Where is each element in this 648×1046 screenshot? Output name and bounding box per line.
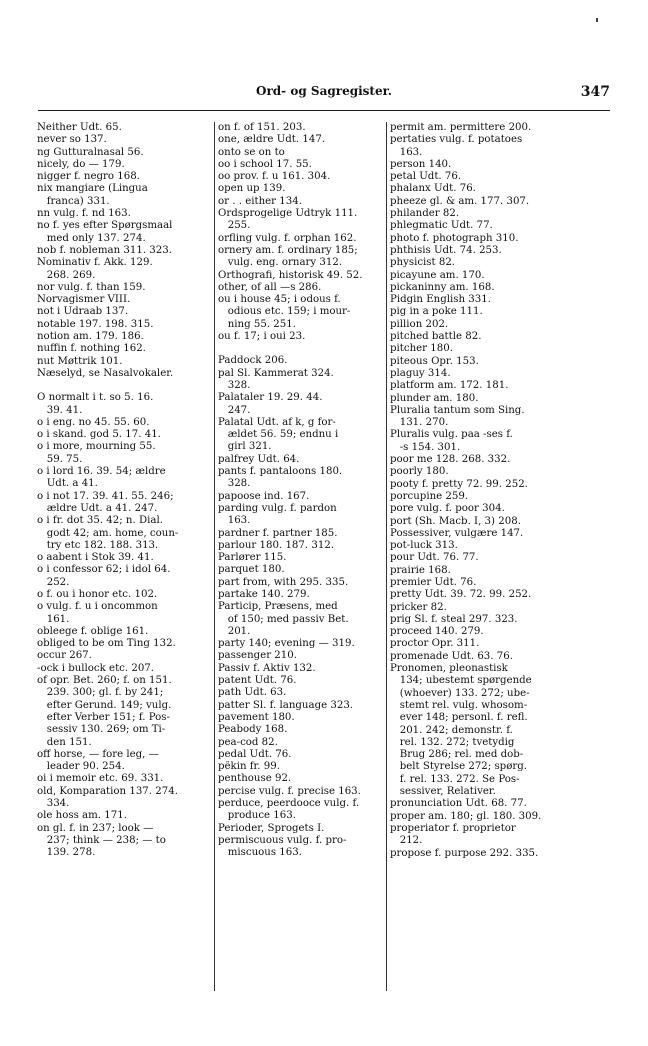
index-entry-line: 328. <box>218 379 251 391</box>
index-entry-line: path Udt. 63. <box>218 687 287 699</box>
index-entry-line: 247. <box>218 404 251 416</box>
index-entry-line: o i skand. god 5. 17. 41. <box>37 429 161 441</box>
index-entry-line: parlour 180. 187. 312. <box>218 539 335 551</box>
index-entry-line: miscuous 163. <box>218 847 302 859</box>
index-entry-line: 131. 270. <box>390 417 449 429</box>
index-entry-line: philander 82. <box>390 208 460 220</box>
index-entry-line: ning 55. 251. <box>218 318 296 330</box>
index-entry-line: 252. <box>37 576 70 588</box>
index-entry-line: godt 42; am. home, coun- <box>37 527 179 539</box>
index-entry-line: oo prov. f. u 161. 304. <box>218 171 331 183</box>
index-entry-line: nob f. nobleman 311. 323. <box>37 244 172 256</box>
index-entry-line: pêkin fr. 99. <box>218 761 280 773</box>
index-entry-line: on f. of 151. 203. <box>218 122 306 133</box>
index-entry-line: propose f. purpose 292. 335. <box>390 847 539 859</box>
index-entry-line: proceed 140. 279. <box>390 626 484 638</box>
index-entry-line: obleege f. oblige 161. <box>37 625 149 637</box>
index-entry-line: 201. <box>218 625 251 637</box>
index-entry-line: palfrey Udt. 64. <box>218 453 300 465</box>
index-entry-line: old, Komparation 137. 274. <box>37 785 178 797</box>
index-entry-line: person 140. <box>390 158 452 170</box>
index-entry-line: efter Gerund. 149; vulg. <box>37 699 172 711</box>
section-gap <box>218 343 385 355</box>
index-entry-line: ever 148; personl. f. refl. <box>390 712 528 724</box>
index-entry-line: o i fr. dot 35. 42; n. Dial. <box>37 515 163 527</box>
index-entry-line: Peabody 168. <box>218 724 288 736</box>
index-entry-line: 59. 75. <box>37 453 83 465</box>
index-entry-line: Parlører 115. <box>218 552 287 564</box>
index-entry-line: or . . either 134. <box>218 195 302 207</box>
header-rule <box>38 110 610 111</box>
index-entry-line: phalanx Udt. 76. <box>390 183 476 195</box>
index-entry-line: notable 197. 198. 315. <box>37 318 154 330</box>
index-entry-line: nut Møttrik 101. <box>37 355 123 367</box>
index-column-middle <box>214 122 385 991</box>
index-entry-line: papoose ind. 167. <box>218 490 310 502</box>
index-column-left <box>37 122 207 991</box>
index-entry-line: onto se on to <box>218 146 285 158</box>
index-entry-line: of opr. Bet. 260; f. on 151. <box>37 675 172 687</box>
index-entry-line: f. rel. 133. 272. Se Pos- <box>390 773 520 785</box>
index-entry-line: 268. 269. <box>37 269 96 281</box>
index-entry-line: 328. <box>218 478 251 490</box>
index-entry-line: 39. 41. <box>37 404 83 416</box>
index-entry-line: Pluralia tantum som Sing. <box>390 404 525 416</box>
index-entry-line: poorly 180. <box>390 466 449 478</box>
index-entry-line: Particip, Præsens, med <box>218 601 338 613</box>
index-entry-line: on gl. f. in 237; look — <box>37 822 154 834</box>
index-entry-line: parding vulg. f. pardon <box>218 502 337 514</box>
index-entry-line: pore vulg. f. poor 304. <box>390 503 505 515</box>
index-entry-line: Palatal Udt. af k, g for- <box>218 416 336 428</box>
index-entry-line: nn vulg. f. nd 163. <box>37 208 131 220</box>
index-entry-line: Pluralis vulg. paa -ses f. <box>390 429 513 441</box>
index-entry-line: promenade Udt. 63. 76. <box>390 650 513 662</box>
index-entry-line: pheeze gl. & am. 177. 307. <box>390 195 530 207</box>
index-entry-line: oi i memoir etc. 69. 331. <box>37 773 164 785</box>
index-entry-line: pertaties vulg. f. potatoes <box>390 134 523 146</box>
index-entry-line: plaguy 314. <box>390 367 451 379</box>
index-entry-line: prig Sl. f. steal 297. 323. <box>390 613 518 625</box>
page-header <box>38 84 610 106</box>
index-entry-line: rel. 132. 272; tvetydig <box>390 736 515 748</box>
index-entry-line: pretty Udt. 39. 72. 99. 252. <box>390 589 532 601</box>
index-entry-line: port (Sh. Macb. I, 3) 208. <box>390 515 521 527</box>
index-entry-line: nix mangiare (Lingua <box>37 183 148 195</box>
index-entry-line: Norvagismer VIII. <box>37 294 131 306</box>
index-entry-line: pedal Udt. 76. <box>218 748 292 760</box>
index-entry-line: ou i house 45; i odous f. <box>218 294 341 306</box>
index-entry-line: phthisis Udt. 74. 253. <box>390 244 502 256</box>
index-entry-line: efter Verber 151; f. Pos- <box>37 711 170 723</box>
index-entry-line: partake 140. 279. <box>218 588 310 600</box>
index-entry-line: open up 139. <box>218 183 286 195</box>
index-entry-line: 163. <box>218 515 251 527</box>
page-number: 347 <box>580 84 610 100</box>
index-entry-line: Possessiver, vulgære 147. <box>390 527 524 539</box>
index-entry-line: phlegmatic Udt. 77. <box>390 220 493 232</box>
index-entry-line: Paddock 206. <box>218 355 288 367</box>
index-entry-line: girl 321. <box>218 441 272 453</box>
index-entry-line: 134; ubestemt spørgende <box>390 675 532 687</box>
index-entry-line: never so 137. <box>37 134 107 146</box>
index-entry-line: perduce, peerdooce vulg. f. <box>218 798 360 810</box>
index-entry-line: o aabent i Stok 39. 41. <box>37 552 154 564</box>
index-entry-line: pronunciation Udt. 68. 77. <box>390 798 527 810</box>
index-entry-line: Udt. a 41. <box>37 478 98 490</box>
index-entry-line: pillion 202. <box>390 318 449 330</box>
index-entry-line: notion am. 179. 186. <box>37 331 144 343</box>
index-entry-line: piteous Opr. 153. <box>390 355 479 367</box>
index-entry-line: proper am. 180; gl. 180. 309. <box>390 810 542 822</box>
index-entry-line: pardner f. partner 185. <box>218 527 338 539</box>
index-entry-line: proctor Opr. 311. <box>390 638 480 650</box>
index-entry-line: ældre Udt. a 41. 247. <box>37 502 158 514</box>
running-title: Ord- og Sagregister. <box>256 84 392 98</box>
index-entry-line: sessiv 130. 269; om Ti- <box>37 724 166 736</box>
index-entry-line: Ordsprogelige Udtryk 111. <box>218 208 358 220</box>
index-entry-line: 201. 242; demonstr. f. <box>390 724 513 736</box>
index-entry-line: 163. <box>390 146 423 158</box>
index-entry-line: nor vulg. f. than 159. <box>37 281 146 293</box>
index-entry-line: o i more, mourning 55. <box>37 441 156 453</box>
index-entry-line: Nominativ f. Akk. 129. <box>37 257 153 269</box>
index-entry-line: photo f. photograph 310. <box>390 232 519 244</box>
index-entry-line: pour Udt. 76. 77. <box>390 552 479 564</box>
index-entry-line: nigger f. negro 168. <box>37 171 140 183</box>
index-entry-line: Neither Udt. 65. <box>37 122 122 133</box>
index-entry-line: Næselyd, se Nasalvokaler. <box>37 367 174 379</box>
index-entry-line: plunder am. 180. <box>390 392 479 404</box>
index-entry-line: percise vulg. f. precise 163. <box>218 785 361 797</box>
index-entry-line: permit am. permittere 200. <box>390 122 532 133</box>
index-entry-line: patent Udt. 76. <box>218 675 297 687</box>
index-entry-line: nuffin f. nothing 162. <box>37 343 146 355</box>
index-entry-line: penthouse 92. <box>218 773 292 785</box>
index-entry-line: ole hoss am. 171. <box>37 810 127 822</box>
index-entry-line: parquet 180. <box>218 564 285 576</box>
index-entry-line: o f. ou i honor etc. 102. <box>37 588 158 600</box>
index-entry-line: o i lord 16. 39. 54; ældre <box>37 466 166 478</box>
index-entry-line: properiator f. proprietor <box>390 822 516 834</box>
index-entry-line: ng Gutturalnasal 56. <box>37 146 144 158</box>
index-entry-line: platform am. 172. 181. <box>390 380 509 392</box>
index-column-right <box>386 122 558 991</box>
index-entry-line: stemt rel. vulg. whosom- <box>390 699 528 711</box>
index-entry-line: off horse, — fore leg, — <box>37 748 159 760</box>
index-entry-line: pig in a poke 111. <box>390 306 483 318</box>
index-entry-line: one, ældre Udt. 147. <box>218 134 326 146</box>
index-entry-line: med only 137. 274. <box>37 232 146 244</box>
index-entry-line: part from, with 295. 335. <box>218 576 349 588</box>
index-entry-line: 237; think — 238; — to <box>37 834 166 846</box>
section-gap <box>37 380 207 392</box>
index-entry-line: pea-cod 82. <box>218 736 278 748</box>
index-entry-line: 255. <box>218 220 251 232</box>
index-entry-line: Pidgin English 331. <box>390 294 491 306</box>
index-entry-line: vulg. eng. ornary 312. <box>218 257 343 269</box>
index-entry-line: produce 163. <box>218 810 296 822</box>
index-entry-line: of 150; med passiv Bet. <box>218 613 349 625</box>
index-entry-line: orfling vulg. f. orphan 162. <box>218 232 357 244</box>
index-entry-line: ældet 56. 59; endnu i <box>218 429 339 441</box>
index-entry-line: O normalt i t. so 5. 16. <box>37 392 154 404</box>
index-entry-line: pitcher 180. <box>390 343 453 355</box>
index-entry-line: Perioder, Sprogets I. <box>218 822 325 834</box>
index-entry-line: -s 154. 301. <box>390 441 461 453</box>
index-entry-line: no f. yes efter Spørgsmaal <box>37 220 173 232</box>
index-entry-line: ou f. 17; i oui 23. <box>218 331 306 343</box>
index-entry-line: pal Sl. Kammerat 324. <box>218 367 334 379</box>
index-entry-line: -ock i bullock etc. 207. <box>37 662 155 674</box>
index-entry-line: obliged to be om Ting 132. <box>37 638 176 650</box>
index-entry-line: 334. <box>37 798 70 810</box>
index-entry-line: Orthografi, historisk 49. 52. <box>218 269 363 281</box>
index-entry-line: pricker 82. <box>390 601 447 613</box>
index-entry-line: 139. 278. <box>37 847 96 859</box>
index-entry-line: Pronomen, pleonastisk <box>390 663 508 675</box>
index-entry-line: pickaninny am. 168. <box>390 281 495 293</box>
index-entry-line: Palataler 19. 29. 44. <box>218 392 323 404</box>
index-entry-line: franca) 331. <box>37 195 110 207</box>
index-entry-line: premier Udt. 76. <box>390 576 477 588</box>
index-entry-line: nicely, do — 179. <box>37 158 125 170</box>
index-entry-line: pants f. pantaloons 180. <box>218 466 343 478</box>
index-entry-line: porcupine 259. <box>390 490 469 502</box>
index-entry-line: leader 90. 254. <box>37 761 125 773</box>
index-entry-line: petal Udt. 76. <box>390 171 462 183</box>
index-entry-line: pavement 180. <box>218 711 295 723</box>
index-entry-line: o vulg. f. u i oncommon <box>37 601 158 613</box>
index-entry-line: patter Sl. f. language 323. <box>218 699 354 711</box>
index-entry-line: den 151. <box>37 736 92 748</box>
index-entry-line: 239. 300; gl. f. by 241; <box>37 687 164 699</box>
index-entry-line: passenger 210. <box>218 650 297 662</box>
index-entry-line: pooty f. pretty 72. 99. 252. <box>390 478 528 490</box>
index-entry-line: Brug 286; rel. med dob- <box>390 749 524 761</box>
index-entry-line: 212. <box>390 835 423 847</box>
index-entry-line: ornery am. f. ordinary 185; <box>218 244 358 256</box>
index-entry-line: o i eng. no 45. 55. 60. <box>37 416 150 428</box>
ink-speck <box>596 18 598 22</box>
index-entry-line: 161. <box>37 613 70 625</box>
index-entry-line: pot-luck 313. <box>390 540 458 552</box>
index-entry-line: other, of all —s 286. <box>218 281 322 293</box>
index-entry-line: not i Udraab 137. <box>37 306 129 318</box>
index-entry-line: odious etc. 159; i mour- <box>218 306 351 318</box>
index-entry-line: oo i school 17. 55. <box>218 158 312 170</box>
index-entry-line: picayune am. 170. <box>390 269 485 281</box>
index-entry-line: sessiver, Relativer. <box>390 786 496 798</box>
index-entry-line: try etc 182. 188. 313. <box>37 539 159 551</box>
index-entry-line: physicist 82. <box>390 257 456 269</box>
index-entry-line: pitched battle 82. <box>390 331 482 343</box>
index-entry-line: belt Styrelse 272; spørg. <box>390 761 527 773</box>
index-entry-line: o i confessor 62; i idol 64. <box>37 564 171 576</box>
index-entry-line: permiscuous vulg. f. pro- <box>218 834 347 846</box>
index-entry-line: prairie 168. <box>390 564 451 576</box>
index-entry-line: party 140; evening — 319. <box>218 638 355 650</box>
index-entry-line: occur 267. <box>37 650 92 662</box>
index-entry-line: poor me 128. 268. 332. <box>390 454 511 466</box>
index-entry-line: (whoever) 133. 272; ube- <box>390 687 530 699</box>
index-entry-line: Passiv f. Aktiv 132. <box>218 662 316 674</box>
index-entry-line: o i not 17. 39. 41. 55. 246; <box>37 490 174 502</box>
